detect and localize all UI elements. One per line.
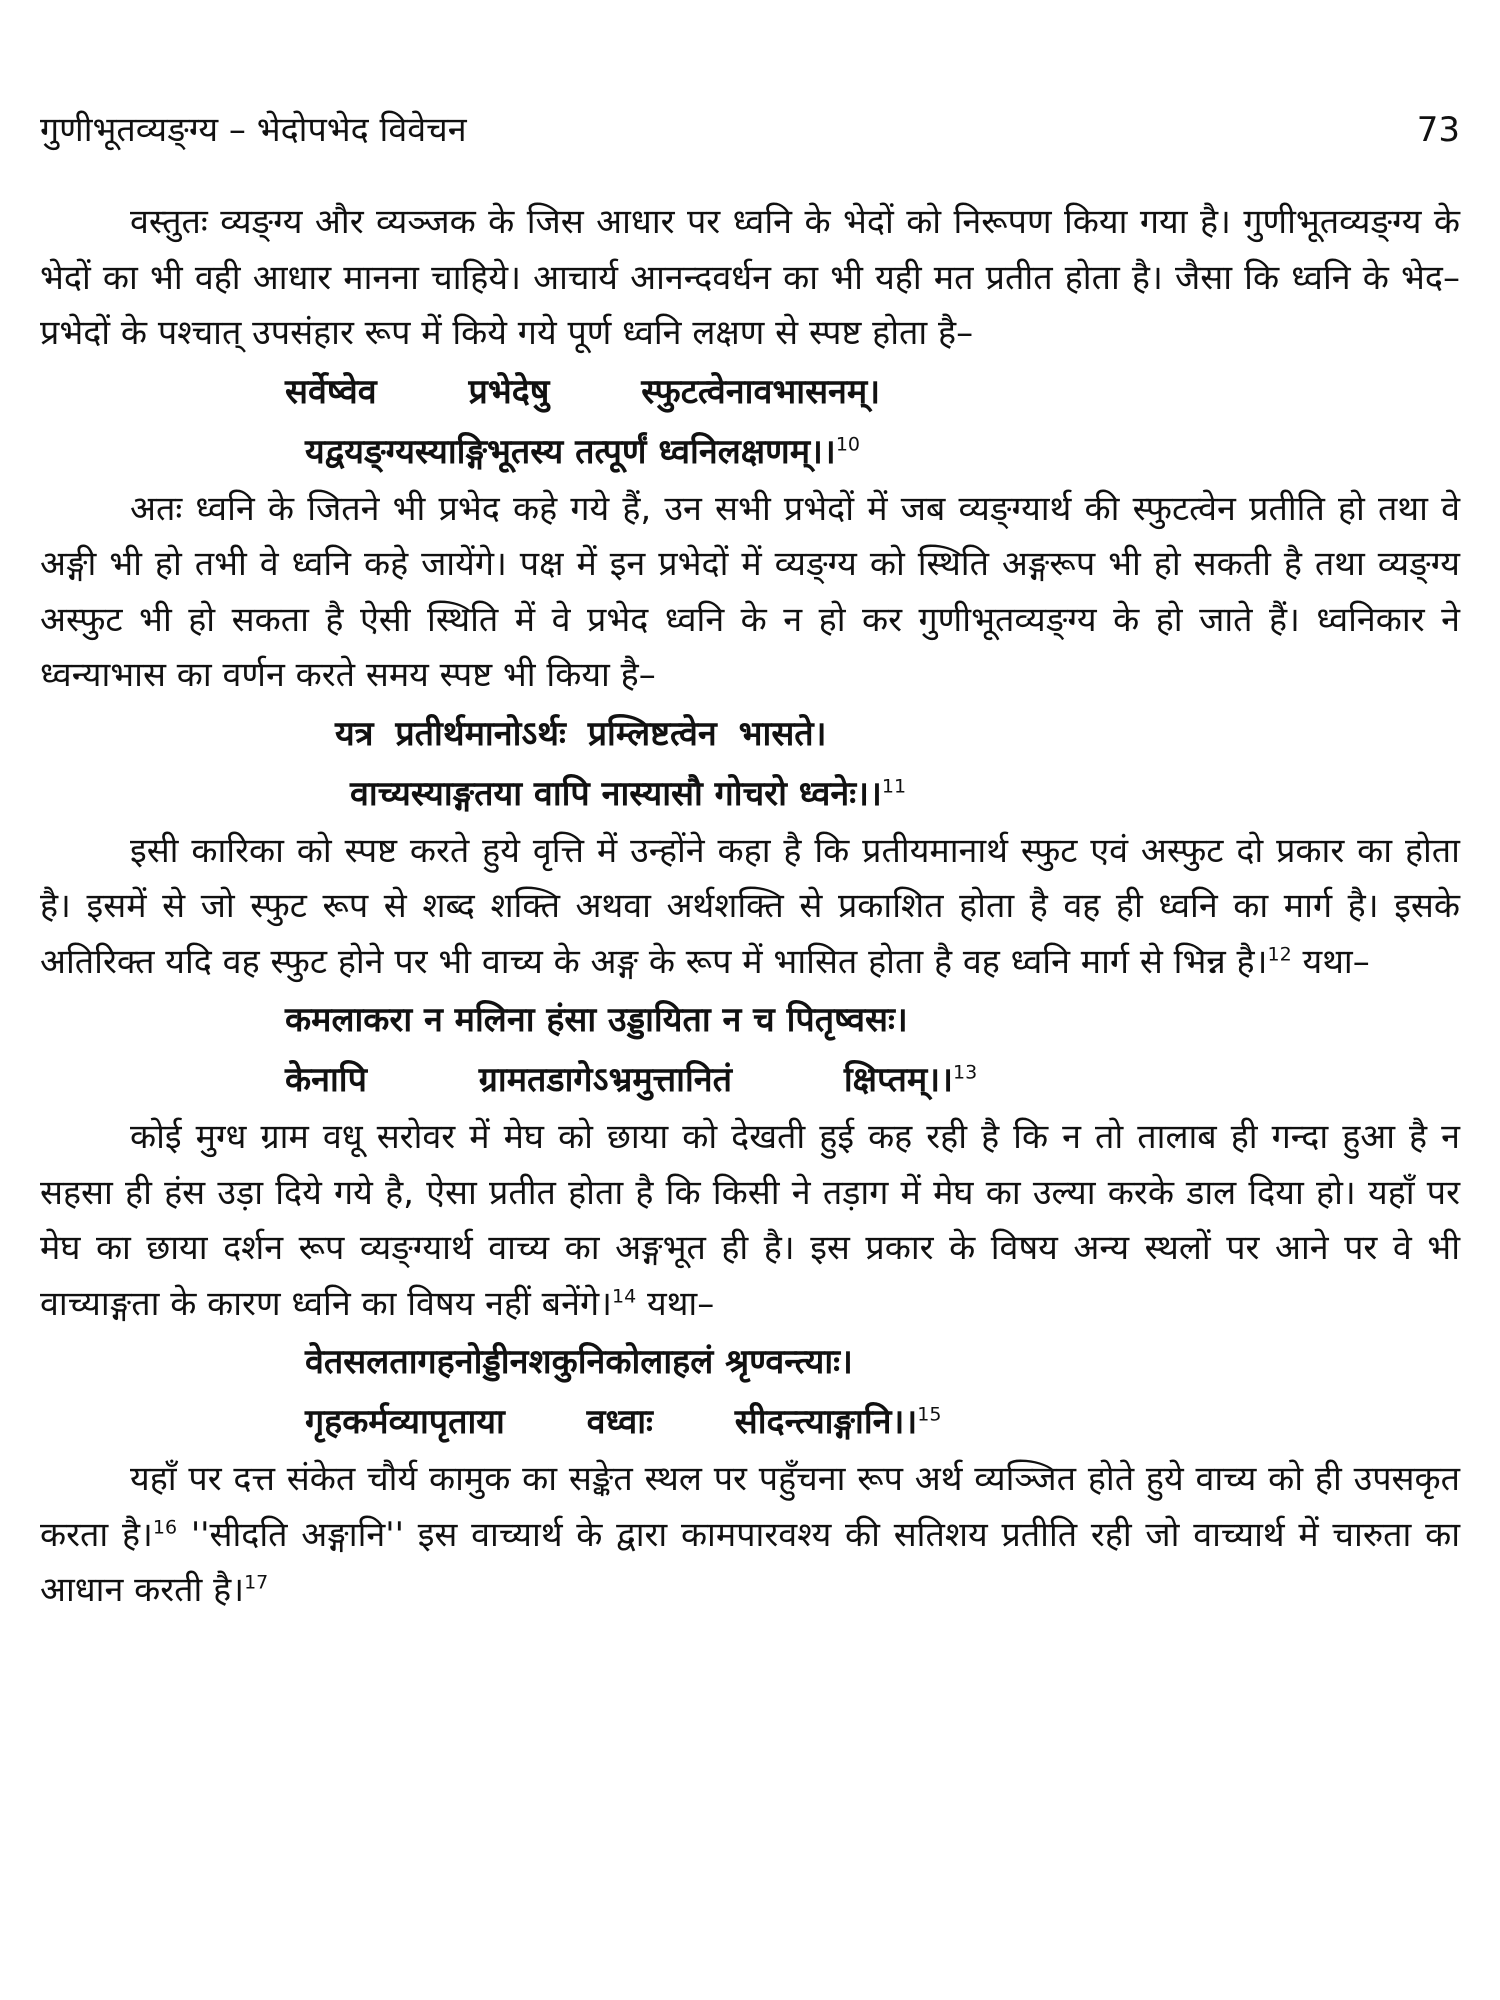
verse-text: वाच्यस्याङ्गतया वापि नास्यासौ गोचरो ध्वनेः।। (350, 773, 882, 814)
footnote-ref-14: 14 (611, 1285, 637, 1308)
footnote-ref-11: 11 (881, 775, 907, 798)
verse-line-3: यत्र प्रतीर्थमानोऽर्थः प्रम्लिष्टत्वेन भासते। (335, 713, 827, 754)
paragraph-1: वस्तुतः व्यङ्ग्य और व्यञ्जक के जिस आधार पर ध्वनि के भेदों को निरूपण किया गया है। गुणीभूतव्यङ्ग्य के भेदों का भी वही आधार मानना चाहिये। आचार्य आनन्दवर्धन का भी यही मत प्रतीत होता है। जैसा कि ध्वनि के भेद–प्रभेदों के पश्चात् उपसंहार रूप में किये गये पूर्ण ध्वनि लक्षण से स्पष्ट होता है– (40, 202, 1460, 353)
page-number: 73 (1416, 110, 1460, 150)
verse-text: गृहकर्मव्यापृताया वध्वाः सीदन्त्याङ्गानि।। (305, 1402, 918, 1442)
paragraph-text: यहाँ पर दत्त संकेत चौर्य कामुक का सङ्केत स्थल पर पहुँचना रूप अर्थ व्यञ्जित होते हुये वाच्य को ही उपसकृत करता है। (40, 1459, 1460, 1555)
verse-line-8 (40, 1392, 1460, 1452)
verse-line-6 (40, 1050, 1460, 1110)
verse-line-1: सर्वेष्वेव प्रभेदेषु स्फुटत्वेनावभासनम्। (285, 371, 881, 412)
paragraph-tail: यथा– (636, 1283, 715, 1324)
footnote-ref-13: 13 (953, 1061, 978, 1084)
footnote-ref-15: 15 (917, 1403, 942, 1426)
running-title: गुणीभूतव्यङ्ग्य – भेदोपभेद विवेचन (40, 110, 467, 150)
verse-line-5: कमलाकरा न मलिना हंसा उड्डायिता न च पितृष्वसः। (285, 1000, 908, 1040)
paragraph-text: कोई मुग्ध ग्राम वधू सरोवर में मेघ को छाया को देखती हुई कह रही है कि न तो तालाब ही गन्दा हुआ है न सहसा ही हंस उड़ा दिये गये है, ऐसा प्रतीत होता है कि किसी ने तड़ाग में मेघ का उल्या करके डाल दिया हो। यहाँ पर मेघ का छाया दर्शन रूप व्यङ्ग्यार्थ वाच्य का अङ्गभूत ही है। इस प्रकार के विषय अन्य स्थलों पर आने पर वे भी वाच्याङ्गता के कारण ध्वनि का विषय नहीं बनेंगे। (40, 1117, 1460, 1324)
footnote-ref-16: 16 (152, 1516, 178, 1539)
footnote-ref-17: 17 (244, 1571, 269, 1594)
paragraph-text: इसी कारिका को स्पष्ट करते हुये वृत्ति में उन्होंने कहा है कि प्रतीयमानार्थ स्फुट एवं अस्फुट दो प्रकार का होता है। इसमें से जो स्फुट रूप से शब्द शक्ति अथवा अर्थशक्ति से प्रकाशित होता है वह ही ध्वनि का मार्ग है। इसके अतिरिक्त यदि वह स्फुट होने पर भी वाच्य के अङ्ग के रूप में भासित होता है वह ध्वनि मार्ग से भिन्न है। (40, 830, 1460, 982)
verse-text: केनापि ग्रामतडागेऽभ्रमुत्तानितं क्षिप्तम्।। (285, 1060, 954, 1100)
paragraph-2: अतः ध्वनि के जितने भी प्रभेद कहे गये हैं, उन सभी प्रभेदों में जब व्यङ्ग्यार्थ की स्फुटत्वेन प्रतीति हो तथा वे अङ्गी भी हो तभी वे ध्वनि कहे जायेंगे। पक्ष में इन प्रभेदों में व्यङ्ग्य को स्थिति अङ्गरूप भी हो सकती है तथा व्यङ्ग्य अस्फुट भी हो सकता है ऐसी स्थिति में वे प्रभेद ध्वनि के न हो कर गुणीभूतव्यङ्ग्य के हो जाते हैं। ध्वनिकार ने ध्वन्याभास का वर्णन करते समय स्पष्ट भी किया है– (40, 488, 1460, 695)
paragraph-text-continued: ''सीदति अङ्गानि'' इस वाच्यार्थ के द्वारा कामपारवश्य की सतिशय प्रतीति रही जो वाच्यार्थ में चारुता का आधान करती है। (40, 1514, 1461, 1610)
verse-line-2 (40, 422, 1460, 482)
footnote-ref-10: 10 (835, 433, 861, 456)
verse-line-7: वेतसलतागहनोड्डीनशकुनिकोलाहलं श्रृण्वन्त्याः। (305, 1342, 853, 1382)
page-header (40, 110, 1460, 160)
page-body (40, 195, 1460, 1619)
footnote-ref-12: 12 (1267, 943, 1292, 966)
book-page (40, 0, 1460, 2000)
verse-line-4 (40, 764, 1460, 824)
paragraph-3 (40, 824, 1460, 991)
paragraph-tail: यथा– (1291, 941, 1370, 982)
paragraph-4 (40, 1110, 1460, 1332)
verse-text: यद्वयङ्ग्यस्याङ्गिभूतस्य तत्पूर्णं ध्वनिलक्षणम्।। (305, 431, 836, 472)
paragraph-5 (40, 1452, 1460, 1619)
